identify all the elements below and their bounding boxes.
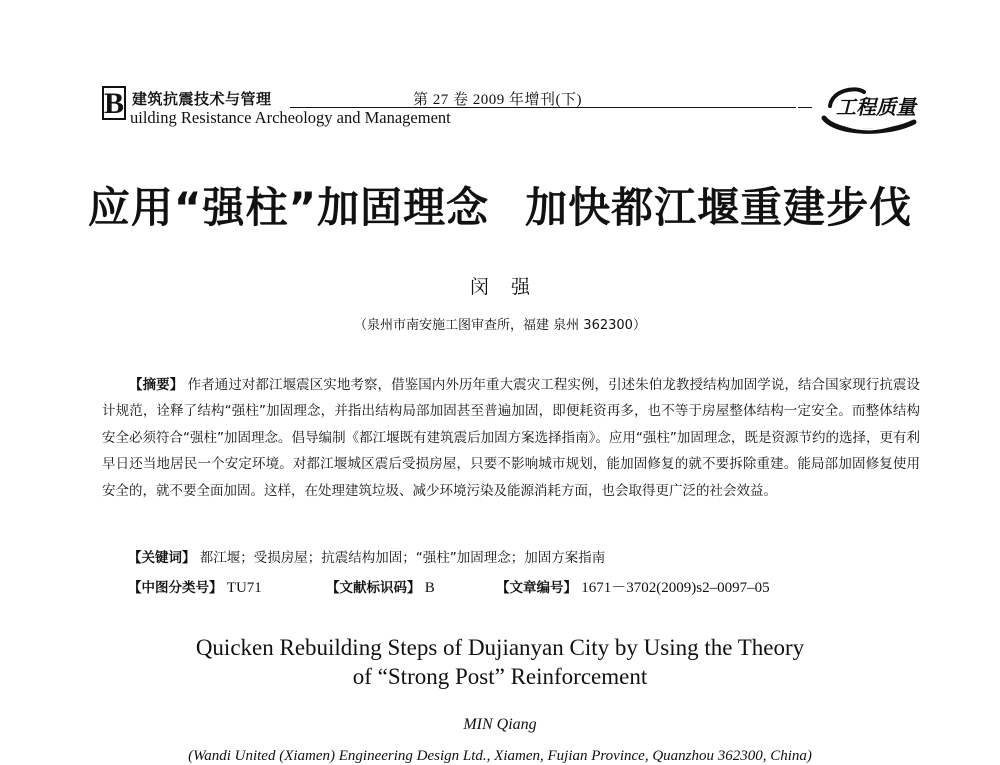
engineering-quality-logo [816,82,924,140]
doc-code-value: B [424,580,435,596]
article-no-value: 1671－3702(2009)s2–0097–05 [581,580,770,596]
abstract-label: 【摘要】 [129,377,184,393]
keywords-label: 【关键词】 [128,550,196,566]
journal-logo-mark [102,86,126,120]
header-rule-dash [798,107,812,108]
author-affiliation: （泉州市南安施工图审查所，福建 泉州 362300） [354,318,646,333]
journal-name-en: uilding Resistance Archeology and Management [130,108,451,127]
article-no-label: 【文章编号】 [496,580,577,596]
doc-code-item [326,576,435,597]
article-no-item [496,576,770,597]
journal-name-cn: 建筑抗震技术与管理 [132,90,272,108]
english-author: MIN Qiang [463,716,537,733]
english-title-line2: of “Strong Post” Reinforcement [352,664,648,689]
article-title-part2: 加快都江堰重建步伐 [525,183,913,232]
article-title-part1: 应用“强柱”加固理念 [87,183,490,232]
header-rule [290,107,796,108]
keywords [128,546,928,566]
svg-text:工程质量: 工程质量 [836,95,916,119]
classification-line [128,576,928,596]
english-title-line1: Quicken Rebuilding Steps of Dujianyan City by Using the Theory [195,635,805,660]
english-affiliation: (Wandi United (Xiamen) Engineering Design Ltd., Xiamen, Fujian Province, Quanzhou 362300, China) [188,748,812,764]
clc-value: TU71 [226,580,262,596]
issue-info: 第 27 卷 2009 年增刊(下) [413,92,582,108]
clc-label: 【中图分类号】 [128,580,223,596]
article-title [0,175,1000,235]
abstract [102,372,920,504]
journal-initial: B [104,86,125,120]
author-name: 闵强 [469,276,552,298]
abstract-text: 作者通过对都江堰震区实地考察，借鉴国内外历年重大震灾工程实例，引述朱伯龙教授结构加固学说，结合国家现行抗震设计规范，诠释了结构“强柱”加固理念，并指出结构局部加固甚至普遍加固，即便耗资再多，也不等于房屋整体结构一定安全。而整体结构安全必须符合“强柱”加固理念。倡导编制《都江堰既有建筑震后加固方案选择指南》。应用“强柱”加固理念，既是资源节约的选择，更有利早日还当地居民一个安定环境。对都江堰城区震后受损房屋，只要不影响城市规划，能加固修复的就不要拆除重建。能局部加固修复使用安全的，就不要全面加固。这样，在处理建筑垃圾、减少环境污染及能源消耗方面，也会取得更广泛的社会效益。 [102,377,921,499]
english-title [0,633,1000,691]
clc-item [128,576,262,597]
keywords-text: 都江堰；受损房屋；抗震结构加固；“强柱”加固理念；加固方案指南 [199,550,606,566]
doc-code-label: 【文献标识码】 [326,580,421,596]
